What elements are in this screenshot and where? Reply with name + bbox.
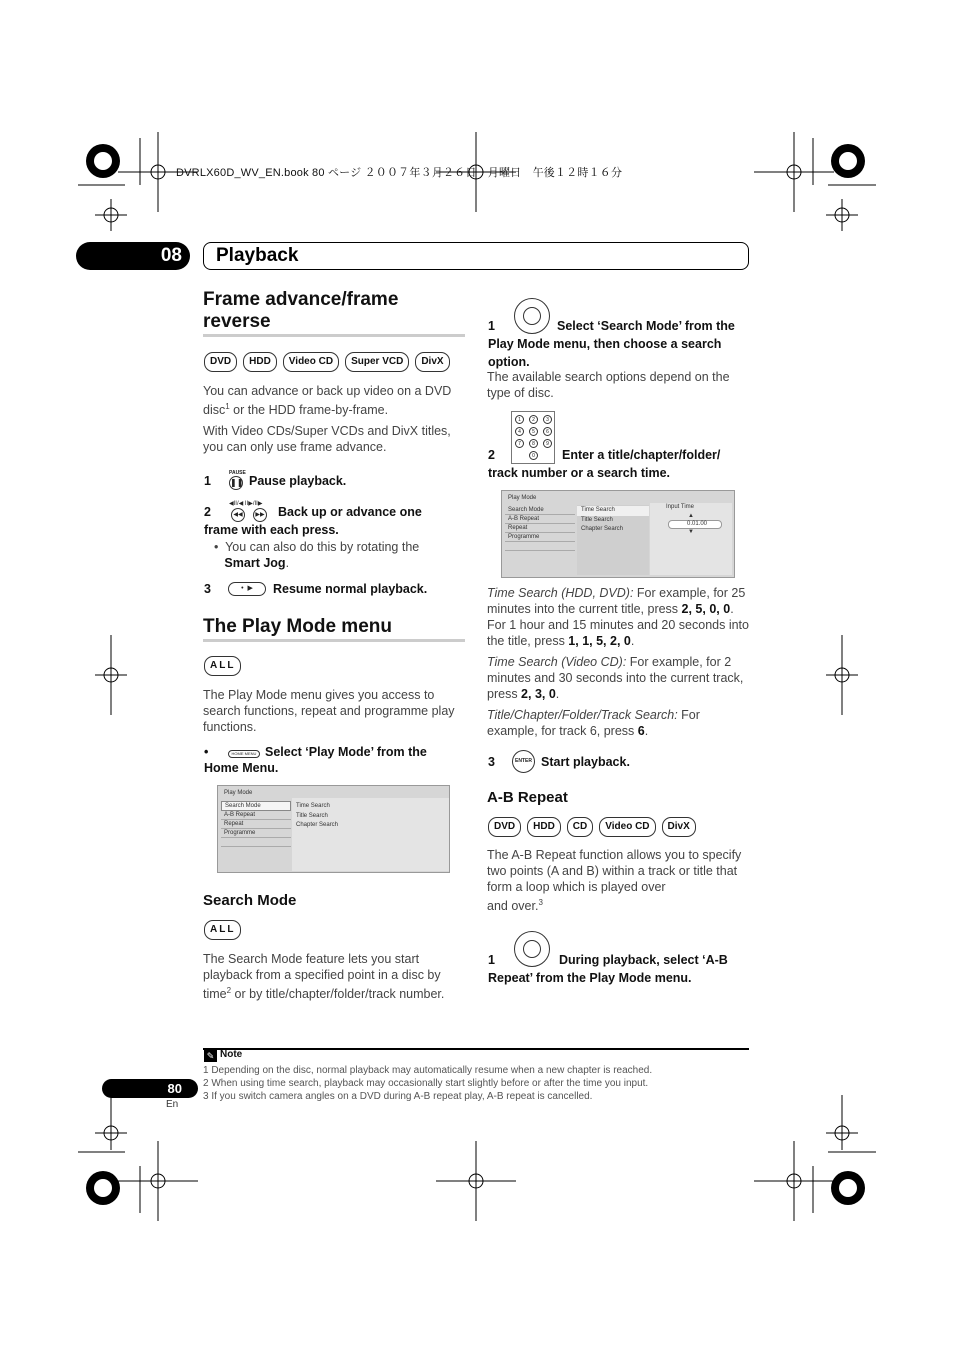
pause-button-label: PAUSE — [229, 470, 246, 476]
key-9: 9 — [543, 439, 552, 448]
joystick-icon — [514, 298, 550, 334]
disc-badge-all: ALL — [204, 656, 241, 676]
right-step-3-number: 3 — [488, 755, 495, 769]
menu-item-search-mode[interactable]: Search Mode — [505, 506, 575, 515]
play-mode-bullet-text-b: Home Menu. — [204, 761, 279, 775]
search-mode-paragraph — [203, 951, 465, 1002]
disc-badge-videocd: Video CD — [599, 817, 655, 837]
menu-item-programme[interactable]: Programme — [221, 829, 291, 838]
play-mode-bullet: • — [204, 745, 209, 759]
screen-left-menu — [221, 801, 291, 847]
menu-item-empty — [221, 838, 291, 847]
italic-label: Title/Chapter/Folder/Track Search: — [487, 708, 678, 722]
disc-badge-divx: DivX — [662, 817, 696, 837]
key-0: 0 — [529, 451, 538, 460]
frame-step-3-number: 3 — [204, 582, 211, 596]
time-search-screen — [501, 490, 735, 578]
smart-jog-label: Smart Jog — [224, 556, 286, 570]
time-search-hdd-paragraph: Time Search (HDD, DVD): For example, for 25 minutes into the current title, press 2, 5, 0, 0. For 1 hour and 15 minutes and 20 seconds into the title, press 1, 1, 5, 2, 0. — [487, 586, 749, 648]
frame-p1-a: You can advance or back up video on a DVD — [203, 384, 452, 398]
page-number: 80 — [102, 1079, 198, 1098]
frame-step-2-bullet: • You can also do this by rotating the Smart Jog. — [214, 540, 420, 570]
right-step-1-text-a: Select ‘Search Mode’ from the — [557, 319, 735, 333]
note-item: 1 Depending on the disc, normal playback may automatically resume when a new chapter is reached. — [203, 1065, 653, 1076]
italic-label: Time Search (HDD, DVD): — [487, 586, 634, 600]
play-mode-screen — [217, 785, 450, 873]
search-mode-title: Search Mode — [203, 892, 297, 909]
chapter-title: Playback — [216, 245, 299, 266]
footnote-ref-3: 3 — [538, 898, 543, 907]
play-mode-title: The Play Mode menu — [203, 616, 392, 637]
search-p-c: or by title/chapter/folder/track number. — [231, 987, 445, 1002]
frame-step-2-text-a: Back up or advance one — [278, 505, 422, 519]
note-item: 2 When using time search, playback may occasionally start slightly before or after the time you input. — [203, 1078, 649, 1089]
joystick-center — [523, 940, 541, 958]
key-6: 6 — [543, 427, 552, 436]
play-mode-paragraph: The Play Mode menu gives you access to search functions, repeat and programme play functions. — [203, 688, 455, 734]
file-header-line: DVRLX60D_WV_EN.book 80 ページ ２００７年３月２６日 月曜日 午後１２時１６分 — [176, 167, 623, 179]
note-item: 3 If you switch camera angles on a DVD during A-B repeat play, A-B repeat is cancelled. — [203, 1091, 593, 1102]
input-time-panel — [650, 503, 732, 575]
joystick-center — [523, 307, 541, 325]
bullet-text: You can also do this by rotating the — [225, 540, 420, 554]
right-step-2-text-a: Enter a title/chapter/folder/ — [562, 448, 721, 462]
screen-mid-panel — [577, 505, 649, 575]
menu-item-programme[interactable]: Programme — [505, 533, 575, 542]
frame-title-line1: Frame advance/frame — [203, 289, 399, 310]
right-step-1-number: 1 — [488, 319, 495, 333]
ab-step-1-text-b: Repeat’ from the Play Mode menu. — [488, 971, 692, 985]
frame-paragraph-2: With Video CDs/Super VCDs and DivX titles, you can only use frame advance. — [203, 424, 451, 454]
menu-item-ab-repeat[interactable]: A-B Repeat — [505, 515, 575, 524]
frame-advance-icon: ▶▶ — [253, 508, 267, 522]
option-time-search[interactable]: Time Search — [577, 506, 649, 516]
menu-item-repeat[interactable]: Repeat — [221, 820, 291, 829]
option-chapter-search[interactable]: Chapter Search — [581, 526, 624, 532]
key-1: 1 — [515, 415, 524, 424]
disc-badge-hdd: HDD — [527, 817, 561, 837]
key-spacer — [515, 451, 525, 460]
text: For example, for track 6, press — [487, 708, 700, 738]
home-menu-icon: HOME MENU — [228, 750, 260, 758]
key-4: 4 — [515, 427, 524, 436]
disc-badge-supervcd: Super VCD — [345, 352, 409, 372]
disc-badge-dvd: DVD — [488, 817, 521, 837]
ab-step-1-text-a: During playback, select ‘A-B — [559, 953, 728, 967]
disc-badge-cd: CD — [567, 817, 593, 837]
section-rule — [203, 639, 465, 642]
option-chapter-search[interactable]: Chapter Search — [296, 822, 339, 828]
keys: 6 — [637, 724, 645, 738]
option-title-search[interactable]: Title Search — [581, 516, 613, 523]
text: For example, for 2 minutes and 30 seconds into the current track, press — [487, 655, 744, 701]
note-pencil-icon: ✎ — [204, 1050, 217, 1062]
menu-item-ab-repeat[interactable]: A-B Repeat — [221, 811, 291, 820]
section-rule — [203, 334, 465, 337]
frame-disc-badges — [204, 352, 450, 372]
right-step-1-text-b: Play Mode menu, then choose a search option. — [488, 337, 722, 369]
key-5: 5 — [529, 427, 538, 436]
ab-p-end: and over. — [487, 899, 539, 914]
search-p-a: The Search Mode feature lets you start playback from a specified point in a disc by — [203, 952, 441, 982]
frame-step-2-number: 2 — [204, 505, 211, 519]
right-step-3-text: Start playback. — [541, 755, 630, 769]
joystick-icon — [514, 931, 550, 967]
key-7: 7 — [515, 439, 524, 448]
frame-p1-c: or the HDD frame-by-frame. — [229, 403, 389, 418]
disc-badge-hdd: HDD — [243, 352, 277, 372]
chapter-number: 08 — [76, 242, 190, 270]
time-search-vcd-paragraph: Time Search (Video CD): For example, for 2 minutes and 30 seconds into the current track, press 2, 3, 0. — [487, 655, 744, 701]
frame-title-line2: reverse — [203, 311, 271, 332]
notes-rule — [203, 1048, 749, 1050]
right-step-1-paragraph: The available search options depend on the type of disc. — [487, 370, 730, 400]
keys: 2, 3, 0 — [521, 687, 556, 701]
option-time-search[interactable]: Time Search — [296, 803, 330, 809]
input-time-label: Input Time — [666, 504, 695, 510]
text: For example, for 25 minutes into the current title, press — [487, 586, 746, 616]
screen-right-panel — [292, 798, 449, 871]
key-8: 8 — [529, 439, 538, 448]
disc-badge-videocd: Video CD — [283, 352, 339, 372]
ab-repeat-paragraph — [487, 847, 749, 914]
frame-advance-title — [203, 289, 398, 333]
title-chapter-search-paragraph: Title/Chapter/Folder/Track Search: For example, for track 6, press 6. — [487, 708, 700, 738]
footnote-ref-2: 2 — [226, 986, 232, 995]
frame-step-3-text: Resume normal playback. — [273, 582, 428, 596]
play-mode-bullet-text-a: Select ‘Play Mode’ from the — [265, 745, 427, 759]
frame-step-1 — [204, 472, 211, 490]
ab-step-1-number: 1 — [488, 953, 495, 967]
key-3: 3 — [543, 415, 552, 424]
screen-left-menu — [505, 506, 575, 551]
frame-paragraph-1 — [203, 383, 465, 418]
enter-icon: ENTER — [512, 750, 535, 773]
footnote-ref-1: 1 — [225, 402, 230, 411]
notes-list — [203, 1064, 652, 1103]
disc-badge-dvd: DVD — [204, 352, 237, 372]
frame-step-2-text-b: frame with each press. — [204, 523, 339, 537]
key-2: 2 — [529, 415, 538, 424]
language-code: En — [166, 1099, 179, 1110]
screen-title: Play Mode — [508, 495, 537, 501]
frame-step-1-text: Pause playback. — [249, 474, 347, 488]
ab-repeat-badges — [488, 817, 696, 837]
number-keypad-icon — [511, 411, 555, 464]
step-number: 1 — [204, 474, 211, 488]
input-time-field[interactable]: 0.01.00 — [668, 520, 722, 529]
play-icon: • ▶ — [228, 582, 266, 596]
play-mode-badges — [204, 656, 241, 676]
search-p-b: time — [203, 987, 227, 1002]
frame-reverse-advance-icons-label: ◀II/◀ II▶/II▶ — [229, 501, 263, 507]
frame-reverse-icon: ◀◀ — [231, 508, 245, 522]
right-step-2-number: 2 — [488, 448, 495, 462]
pause-icon: ❚❚ — [229, 476, 243, 490]
screen-title: Play Mode — [224, 790, 253, 796]
disc-badge-divx: DivX — [415, 352, 449, 372]
search-mode-badges — [204, 920, 241, 940]
option-title-search[interactable]: Title Search — [296, 812, 328, 819]
text: . For 1 hour and 15 minutes and 20 seconds into the title, press — [487, 602, 749, 648]
down-arrow-icon: ▼ — [688, 528, 694, 535]
right-step-2-text-b: track number or a search time. — [488, 466, 671, 480]
notes-label: Note — [220, 1049, 243, 1060]
keys: 2, 5, 0, 0 — [681, 602, 731, 616]
menu-item-empty — [505, 542, 575, 551]
menu-item-search-mode[interactable]: Search Mode — [221, 801, 291, 811]
menu-item-repeat[interactable]: Repeat — [505, 524, 575, 533]
disc-badge-all: ALL — [204, 920, 241, 940]
ab-p-main: The A-B Repeat function allows you to specify two points (A and B) within a track or title that form a loop which is played over — [487, 848, 742, 894]
up-arrow-icon: ▲ — [688, 512, 694, 519]
keys: 1, 1, 5, 2, 0 — [568, 634, 631, 648]
italic-label: Time Search (Video CD): — [487, 655, 627, 669]
frame-p1-b: disc — [203, 403, 226, 418]
ab-repeat-title: A-B Repeat — [487, 789, 568, 806]
